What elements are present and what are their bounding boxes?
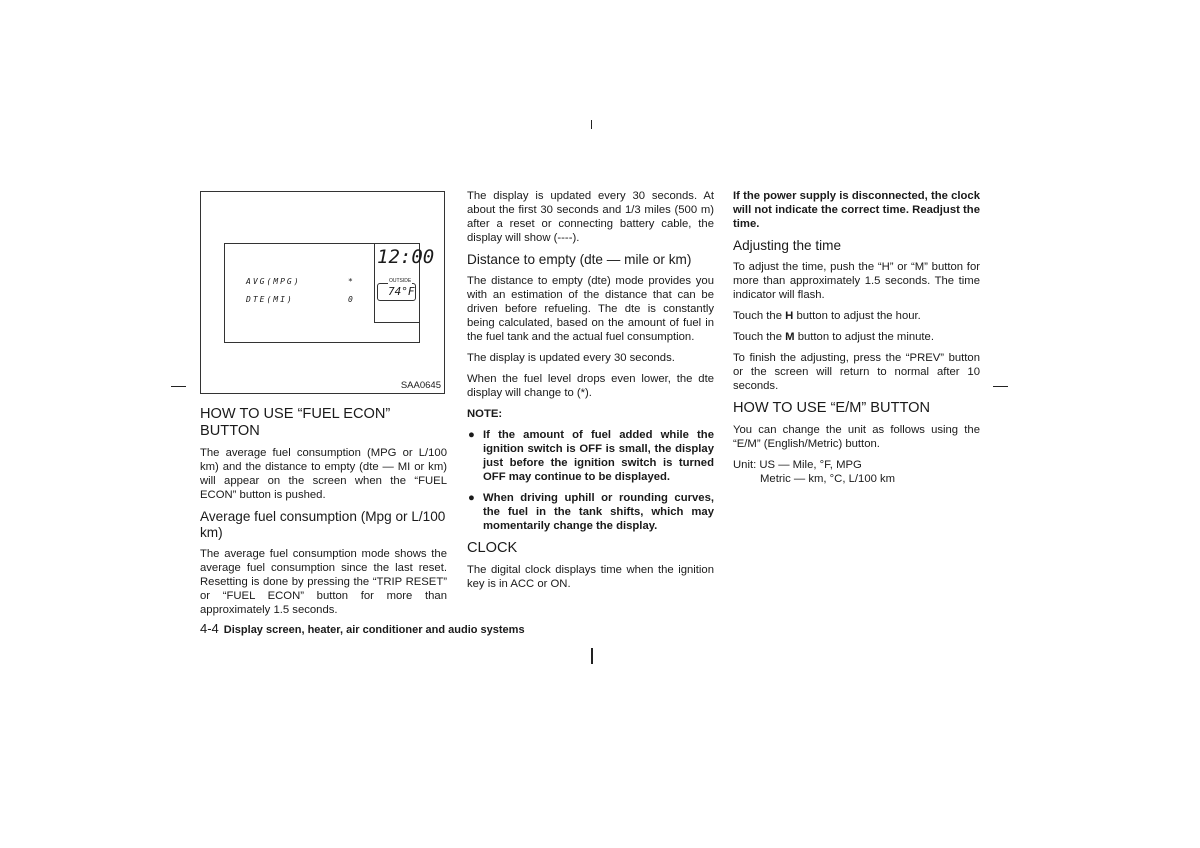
- paragraph-hour: [733, 309, 980, 323]
- key-m: M: [785, 331, 795, 343]
- note-item-1: [467, 428, 714, 484]
- note-text-1: If the amount of fuel added while the ignition switch is OFF is small, the display just before the ignition switch is turned OFF may continue to be displayed.: [483, 429, 714, 483]
- warning-power: If the power supply is disconnected, the clock will not indicate the correct time. Readjust the time.: [733, 190, 980, 230]
- paragraph-fuel-level: When the fuel level drops even lower, the dte display will change to (*).: [467, 373, 714, 399]
- text: button to adjust the hour.: [793, 310, 921, 322]
- column-1: [200, 403, 447, 624]
- unit-metric: Metric — km, °C, L/100 km: [760, 473, 896, 485]
- lcd-clock: 12:00: [377, 246, 435, 268]
- outside-label: OUTSIDE: [389, 278, 412, 284]
- heading-dte: Distance to empty (dte — mile or km): [467, 252, 692, 267]
- bullet-icon: ●: [468, 429, 475, 441]
- lcd-screen: [224, 243, 435, 343]
- paragraph-avg-fuel: The average fuel consumption mode shows the average fuel consumption since the last reset. Resetting is done by pressing the “TRIP RESET” or “FUEL ECON” button for more than approximately 1.5 seconds.: [200, 548, 447, 616]
- heading-em-button: HOW TO USE “E/M” BUTTON: [733, 400, 931, 416]
- heading-adjust-time: Adjusting the time: [733, 238, 842, 253]
- heading-avg-fuel: Average fuel consumption (Mpg or L/100 km): [200, 509, 446, 540]
- column-3: [733, 189, 980, 486]
- text: Touch the: [733, 310, 786, 322]
- text: button to adjust the minute.: [794, 331, 934, 343]
- column-2: [467, 189, 714, 598]
- page-number: 4-4: [200, 621, 219, 636]
- unit-us: Unit: US — Mile, °F, MPG: [733, 459, 862, 471]
- paragraph-finish: To finish the adjusting, press the “PREV” button or the screen will return to normal after 10 seconds.: [733, 352, 980, 392]
- paragraph-update: The display is updated every 30 seconds. At about the first 30 seconds and 1/3 miles (500 m) after a reset or connecting battery cable, the display will show (----).: [467, 190, 714, 244]
- paragraph-dte: The distance to empty (dte) mode provides you with an estimation of the distance that can be driven before refueling. The dte is constantly being calculated, based on the amount of fuel in the fuel tank and the actual fuel consumption.: [467, 275, 714, 343]
- crop-mark-left: [171, 386, 186, 387]
- paragraph-adjust: To adjust the time, push the “H” or “M” button for more than approximately 1.5 seconds. The time indicator will flash.: [733, 261, 980, 301]
- heading-clock: CLOCK: [467, 540, 518, 556]
- lcd-avg-value: *: [348, 277, 353, 286]
- crop-mark-bottom: [591, 648, 593, 664]
- lcd-avg-label: AVG(MPG): [246, 277, 301, 286]
- lcd-divider-bottom: [374, 322, 420, 323]
- lcd-figure: [200, 191, 445, 394]
- figure-code: SAA0645: [400, 380, 441, 391]
- page-footer: [200, 621, 525, 636]
- paragraph-clock: The digital clock displays time when the ignition key is in ACC or ON.: [467, 564, 714, 590]
- note-label: NOTE:: [467, 408, 503, 420]
- crop-mark-right: [993, 386, 1008, 387]
- lcd-divider: [374, 244, 375, 322]
- paragraph-fuel-econ: The average fuel consumption (MPG or L/100 km) and the distance to empty (dte — MI or km) will appear on the screen when the “FUEL ECON” button is pushed.: [200, 447, 447, 501]
- outside-temp: 74°F: [388, 285, 415, 298]
- lcd-dte-label: DTE(MI): [246, 295, 294, 304]
- note-item-2: [467, 491, 714, 533]
- note-text-2: When driving uphill or rounding curves, the fuel in the tank shifts, which may momentarily change the display.: [483, 492, 714, 532]
- bullet-icon: ●: [468, 492, 475, 504]
- paragraph-minute: [733, 330, 980, 344]
- key-h: H: [785, 310, 794, 322]
- heading-fuel-econ: HOW TO USE “FUEL ECON” BUTTON: [200, 406, 391, 439]
- lcd-dte-value: 0: [348, 295, 353, 304]
- text: Touch the: [733, 331, 786, 343]
- note-list: [467, 428, 714, 533]
- outside-temp-box: [377, 278, 416, 301]
- crop-mark-top: [591, 120, 592, 129]
- paragraph-update-30: The display is updated every 30 seconds.: [467, 352, 675, 364]
- footer-title: Display screen, heater, air conditioner and audio systems: [223, 624, 525, 636]
- paragraph-em: You can change the unit as follows using the “E/M” (English/Metric) button.: [733, 424, 980, 450]
